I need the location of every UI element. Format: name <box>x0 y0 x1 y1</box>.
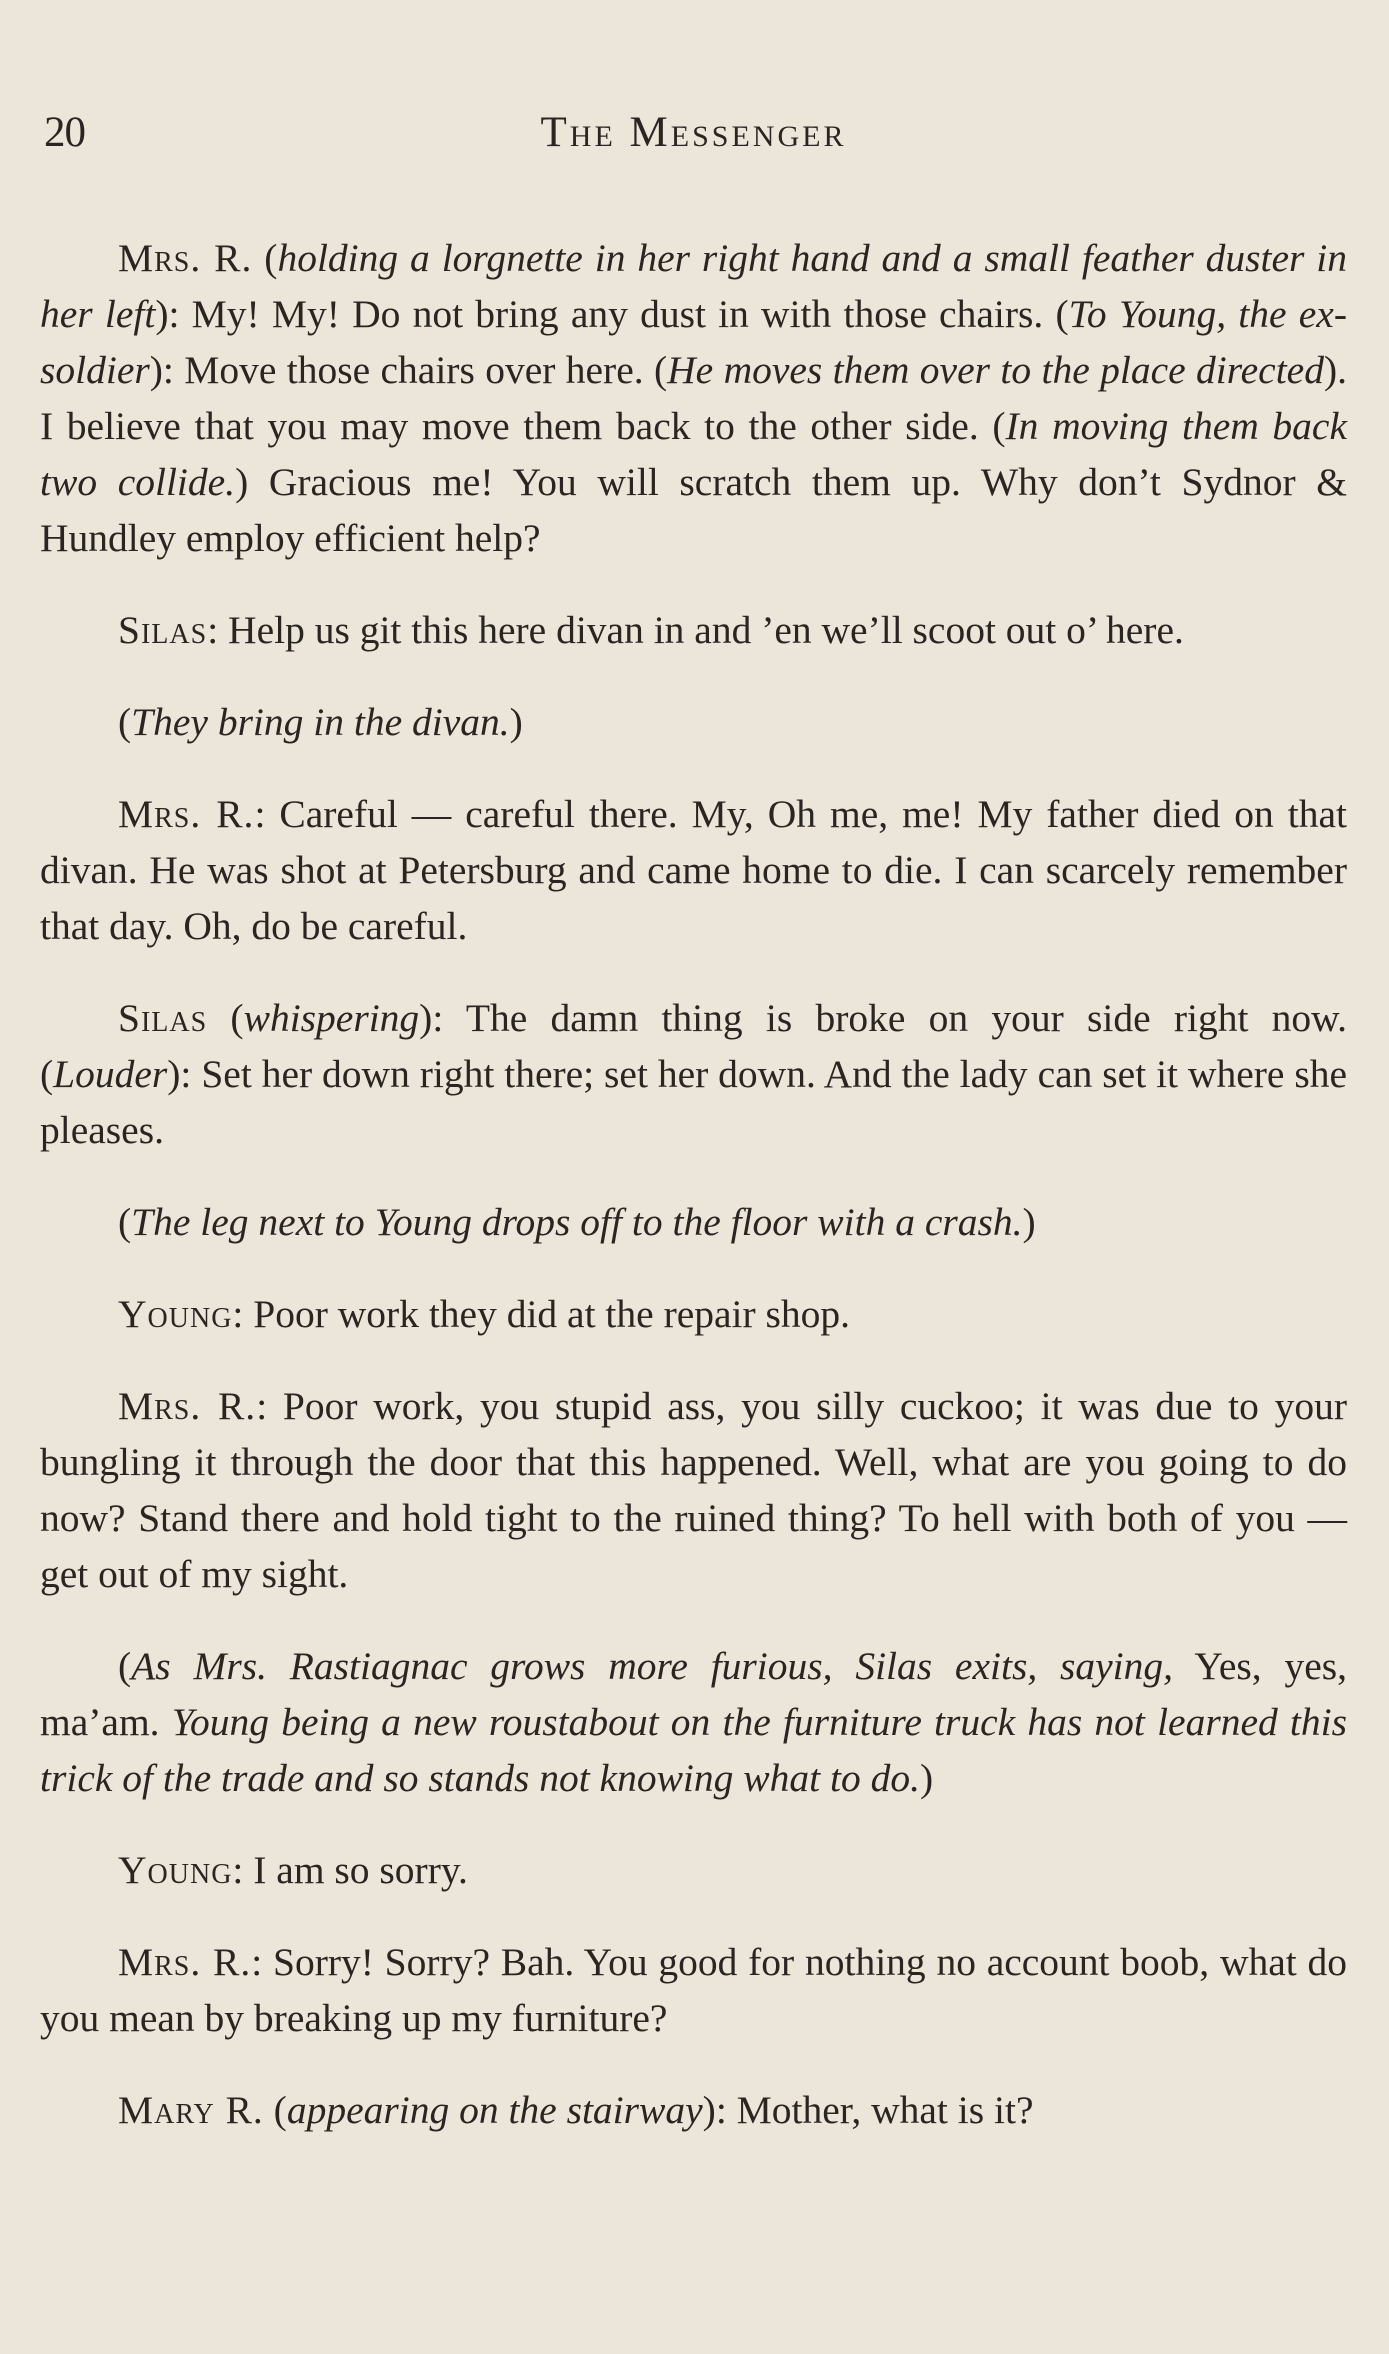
stage-direction: whispering <box>243 996 420 1040</box>
stage-direction-paragraph <box>40 1194 1347 1250</box>
speaker-name: Mary R. <box>118 2088 264 2132</box>
speaker-name: Young <box>118 1848 233 1892</box>
stage-direction: appearing on the stairway <box>286 2088 703 2132</box>
dialogue-text: ): Set her down right there; set her down. And the lady can set it where she pleases. <box>40 1052 1347 1152</box>
speaker-name: Silas <box>118 996 208 1040</box>
stage-direction: holding a lorgnette in her right hand and a small feather duster in her left <box>40 236 1348 336</box>
stage-direction-paragraph <box>40 694 1347 750</box>
dialogue-text: ) Gracious me! You will scratch them up. Why don’t Sydnor & Hundley employ efficient help? <box>40 460 1347 560</box>
page-number: 20 <box>44 109 85 156</box>
dialogue-text: ( <box>118 700 132 744</box>
dialogue-text: ( <box>118 1200 132 1244</box>
dialogue-paragraph <box>40 602 1347 658</box>
dialogue-text: ). I believe that you may move them back to the other side. ( <box>40 348 1347 448</box>
dialogue-text: : Careful — careful there. My, Oh me, me! My father died on that divan. He was shot at Petersburg and came home to die. I can scarcely remember that day. Oh, do be careful. <box>40 792 1347 948</box>
speaker-name: Mrs. R. <box>118 1940 252 1984</box>
dialogue-text: : Help us git this here divan in and ’en we’ll scoot out o’ here. <box>207 608 1184 652</box>
dialogue-text: ): My! My! Do not bring any dust in with those chairs. ( <box>155 292 1069 336</box>
stage-direction: He moves them over to the place directed <box>667 348 1324 392</box>
stage-direction: To Young, the ex-soldier <box>40 292 1347 392</box>
dialogue-text: ) <box>1022 1200 1036 1244</box>
dialogue-text: ): The damn thing is broke on your side right now. ( <box>40 996 1347 1096</box>
dialogue-text: : Poor work they did at the repair shop. <box>232 1292 851 1336</box>
dialogue-text: : I am so sorry. <box>232 1848 468 1892</box>
stage-direction: Louder <box>53 1052 168 1096</box>
dialogue-text: : Sorry! Sorry? Bah. You good for nothing no account boob, what do you mean by breaking up my furniture? <box>40 1940 1347 2040</box>
dialogue-paragraph <box>40 1842 1347 1898</box>
dialogue-paragraph <box>40 1934 1347 2046</box>
stage-direction: In moving them back two collide. <box>40 404 1347 504</box>
dialogue-paragraph <box>40 990 1347 1158</box>
dialogue-text: ) <box>509 700 523 744</box>
stage-direction: The leg next to Young drops off to the floor with a crash. <box>131 1200 1023 1244</box>
dialogue-text: ( <box>263 2088 287 2132</box>
stage-direction: Young being a new roustabout on the furniture truck has not learned this trick of the trade and so stands not knowing what to do. <box>40 1700 1347 1800</box>
dialogue-text: ( <box>252 236 278 280</box>
running-head: The Messenger <box>540 109 847 156</box>
speaker-name: Mrs. R. <box>118 1384 257 1428</box>
speaker-name: Mrs. R. <box>118 792 255 836</box>
dialogue-text: ( <box>118 1644 132 1688</box>
dialogue-paragraph <box>40 786 1347 954</box>
stage-direction: As Mrs. Rastiagnac grows more furious, Silas exits, saying, <box>131 1644 1173 1688</box>
speaker-name: Young <box>118 1292 233 1336</box>
speaker-name: Silas <box>118 608 208 652</box>
dialogue-paragraph <box>40 2082 1347 2138</box>
stage-direction-paragraph <box>40 1638 1347 1806</box>
dialogue-paragraph <box>40 230 1347 566</box>
dialogue-paragraph <box>40 1378 1347 1602</box>
dialogue-paragraph <box>40 1286 1347 1342</box>
dialogue-text: Yes, yes, ma’am. <box>40 1644 1347 1744</box>
page-header <box>40 108 1347 166</box>
dialogue-text: ) <box>919 1756 934 1800</box>
play-text <box>40 230 1347 2138</box>
dialogue-text: ): Mother, what is it? <box>702 2088 1034 2132</box>
dialogue-text: ): Move those chairs over here. ( <box>149 348 668 392</box>
dialogue-text: ( <box>207 996 244 1040</box>
dialogue-text: : Poor work, you stupid ass, you silly cuckoo; it was due to your bungling it through the door that this happened. Well, what are you going to do now? Stand there and hold tight to the ruined thing? To hell with both of you — get out of my sight. <box>40 1384 1347 1596</box>
speaker-name: Mrs. R. <box>118 236 253 280</box>
stage-direction: They bring in the divan. <box>131 700 510 744</box>
